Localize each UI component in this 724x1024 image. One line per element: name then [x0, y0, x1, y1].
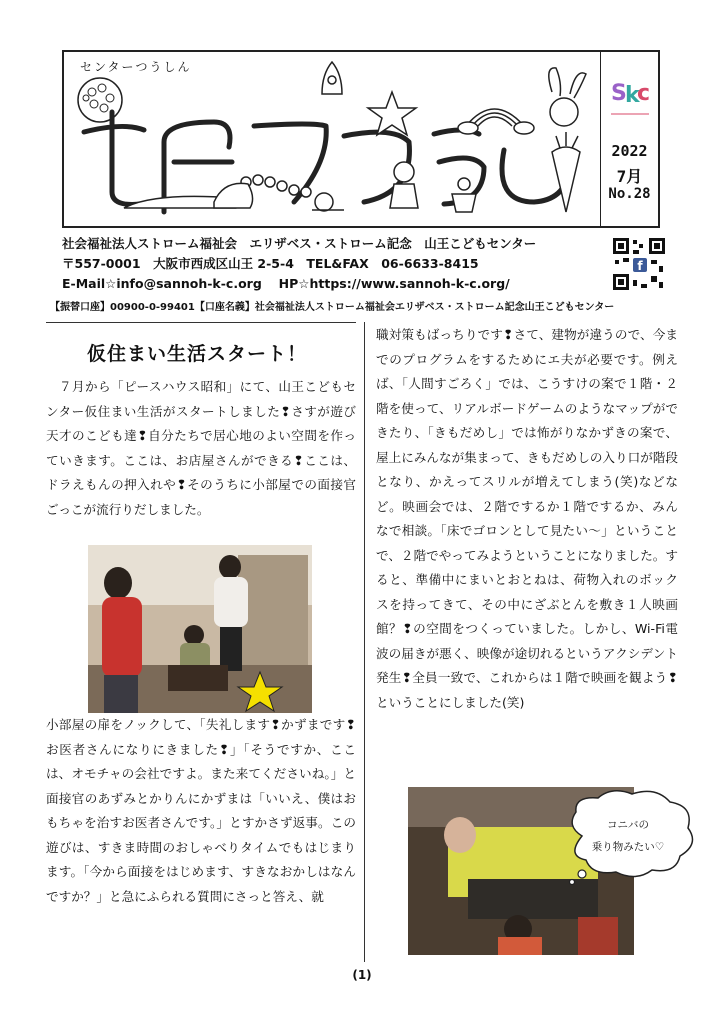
speech-bubble-text — [578, 814, 678, 858]
bubble-line-2: 乗り物みたい♡ — [591, 841, 665, 853]
issue-month: 7月 — [616, 167, 643, 186]
svg-text:k: k — [625, 83, 640, 108]
masthead — [62, 50, 660, 228]
postal-address: 〒557-0001 大阪市西成区山王 2-5-4 TEL&FAX 06-6633-8415 — [62, 256, 479, 271]
snail-icon — [312, 193, 344, 211]
bubble-line-1: コニバの — [607, 819, 649, 831]
carrot-icon — [552, 132, 580, 212]
page-number: (1) — [352, 968, 372, 982]
rainbow-icon — [458, 109, 534, 134]
svg-text:c: c — [637, 81, 651, 106]
center-emblem-icon — [605, 70, 653, 126]
issue-panel — [601, 52, 658, 226]
issue-year: 2022 — [611, 142, 648, 160]
organization-name: 社会福祉法人ストローム福祉会 エリザベス・ストローム記念 山王こどもセンター — [62, 236, 537, 251]
title-panel — [64, 52, 601, 226]
hedgehog-icon — [214, 183, 253, 208]
hydrangea-icon — [78, 78, 122, 122]
svg-text:S: S — [611, 81, 627, 106]
article-right-text: 職対策もばっちりです❢さて、建物が違うので、今までのプログラムをするためにエ夫が必要です。例えば、「人間すごろく」では、こうすけの案で１階・２階を使って、リアルボードゲームのようなマップができたり、「きもだめし」では怖がりなかずきの案で、屋上にみんなが集まって、きもだめしの入り口が階段となり、かえってスリルが増えてしまう(笑)などなど。映画会では、２階でするか１階でするか、みんなで相談。「床でゴロンとして見たい～」ということで、２階でやってみようということになりました。すると、準備中にまいとおとねは、荷物入れのボックスを持ってきて、その中にざぶとんを敷き１人映画館？❢の空間をつくっていました。しかし、Wi-Fi電波の届きが悪く、映像が途切れるというアクシデント発生❢全員一致で、これからは１階で映画を観よう❢ということにしました(笑) — [376, 327, 678, 710]
bank-account-line: 【振替口座】00900-0-99401【口座名義】社会福祉法人ストローム福祉会エリザベス・ストローム記念山王こどもセンター — [50, 302, 615, 313]
article-title: 仮住まい生活スタート！ — [86, 343, 307, 365]
article-left-text-1: ７月から「ピースハウス昭和」にて、山王こどもセンター仮住まい生活がスタートしました❢さすが遊び天才のこども達❢自分たちで居心地のよい空間を作っていきます。ここは、お店屋さんができる❢ここは、ドラえもんの押入れや❢そのうちに小部屋での面接官ごっこが流行りだしました。 — [46, 379, 356, 517]
qr-code-icon[interactable] — [611, 236, 667, 292]
photo-children-playing — [88, 545, 312, 713]
article-left-paragraph-2 — [46, 713, 356, 909]
contact-line[interactable]: E-Mail☆info@sannoh-k-c.org HP☆https://www.sannoh-k-c.org/ — [62, 276, 510, 291]
article-left-text-2: 小部屋の扉をノックして、「失礼します❢かずまです❢お医者さんになりにきました❢」「そうですか、ここは、オモチャの会社ですよ。また来てくださいね。」と面接官のあずみとかりんにかずまは「いいえ、僕はおもちゃを治すお医者さんです。」とすかさず返事。この遊びは、すきま時間のおしゃべりタイムでもはじまります。「今から面接をはじめます、すきなおかしはなんですか？」と急にふられる質問にさっと答え、就 — [46, 717, 356, 904]
issue-number: No.28 — [608, 186, 651, 202]
article-right-paragraph — [376, 323, 678, 715]
handdrawn-title-logo — [64, 52, 600, 226]
outline-star-icon — [368, 92, 416, 135]
left-column-top-rule — [46, 322, 356, 323]
flower-pot-icon — [452, 178, 476, 212]
child-drawing-icon — [390, 162, 418, 208]
svg-text:f: f — [637, 259, 643, 273]
article-left-paragraph-1 — [46, 375, 356, 522]
column-divider — [364, 322, 365, 962]
rabbit-icon — [549, 68, 586, 126]
rocket-icon — [322, 62, 342, 94]
address-block — [62, 234, 602, 294]
masthead-kicker: センターつうしん — [80, 60, 192, 74]
